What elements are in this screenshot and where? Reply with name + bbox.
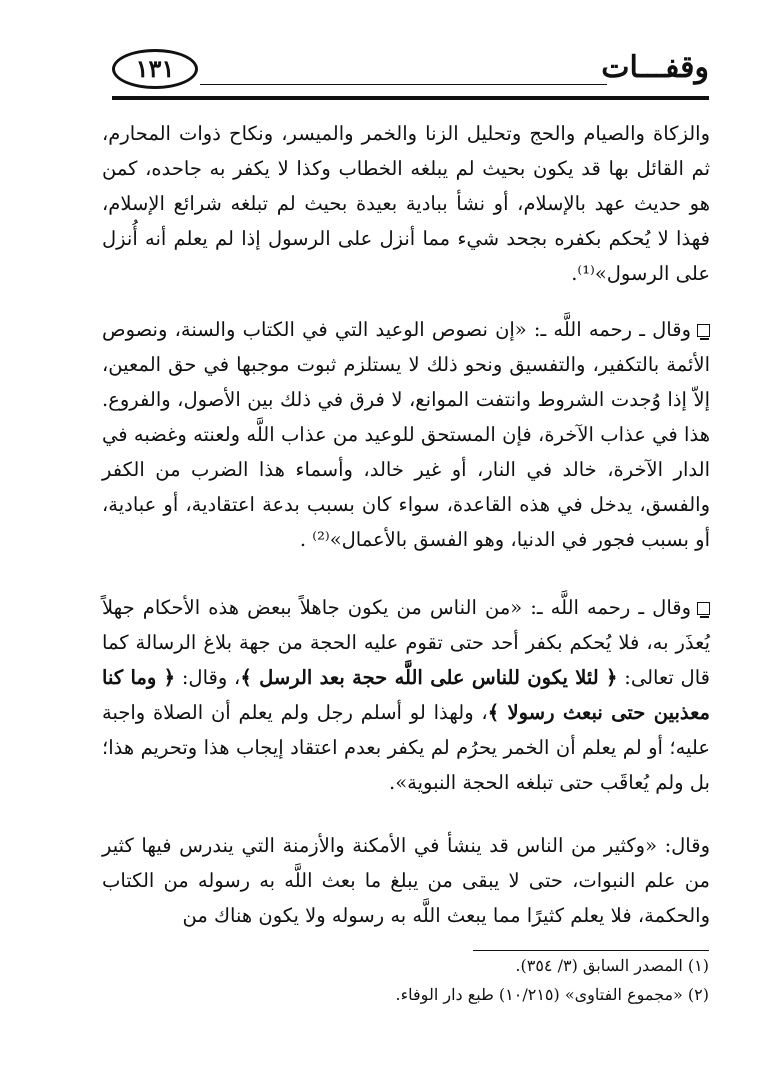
footnote-2: (٢) «مجموع الفتاوى» (١٠/٢١٥) طبع دار الوفاء. [395, 985, 709, 1004]
paragraph-3-text-a: وقال ـ رحمه اللَّه ـ: «من الناس من يكون جاهلاً ببعض هذه الأحكام جهلاً يُعذَر به، فلا يُحكم بكفر أحد حتى تقوم عليه الحجة من جهة بلاغ الرسالة كما قال تعالى: [102, 596, 710, 689]
running-header-title: وقفـــات [601, 50, 709, 85]
paragraph-3 [102, 590, 710, 800]
footnote-1: (١) المصدر السابق (٣/ ٣٥٤). [515, 956, 709, 975]
square-bullet-icon [697, 324, 710, 337]
page-number-badge [112, 49, 198, 89]
paragraph-3-text-c: ، ولهذا لو أسلم رجل ولم يعلم أن الصلاة واجبة عليه؛ أو لم يعلم أن الخمر يحرُم لم يكفر بعدم اعتقاد إيجاب هذا وتحريم هذا؛ بل ولم يُعاقَب حتى تبلغه الحجة النبوية». [102, 701, 710, 794]
paragraph-3-text-b: ، وقال: [175, 666, 241, 689]
paragraph-2 [102, 312, 710, 557]
quran-verse-2: ﴿ وما كنا معذبين حتى نبعث رسولا ﴾ [102, 666, 710, 724]
header-thin-rule [200, 84, 607, 85]
paragraph-2-text: وقال ـ رحمه اللَّه ـ: «إن نصوص الوعيد التي في الكتاب والسنة، ونصوص الأئمة بالتكفير، والتفسيق ونحو ذلك لا يستلزم ثبوت موجبها في حق المعين، إلاّ إذا وُجدت الشروط وانتفت الموانع، لا فرق في ذلك بين الأصول، والفروع. هذا في عذاب الآخرة، فإن المستحق للوعيد من عذاب اللَّه ولعنته وغضبه في الدار الآخرة، خالد في النار، أو غير خالد، وأسماء هذا الضرب من الكفر والفسق، يدخل في هذه القاعدة، سواء كان بسبب بدعة اعتقادية، أو عبادية، أو بسبب فجور في الدنيا، وهو الفسق بالأعمال»⁽²⁾ . [102, 318, 710, 551]
page-number: ١٣١ [135, 54, 175, 83]
footnote-separator [473, 950, 709, 951]
square-bullet-icon [697, 602, 710, 615]
paragraph-4-text: وقال: «وكثير من الناس قد ينشأ في الأمكنة والأزمنة التي يندرس فيها كثير من علم النبوات، حتى لا يبقى من يبلغ ما بعث اللَّه به رسوله من الكتاب والحكمة، فلا يعلم كثيرًا مما يبعث اللَّه به رسوله ولا يكون هناك من [102, 834, 710, 927]
paragraph-1 [102, 116, 710, 291]
header-rule [112, 96, 709, 100]
paragraph-4 [102, 828, 710, 933]
paragraph-1-text: والزكاة والصيام والحج وتحليل الزنا والخمر والميسر، ونكاح ذوات المحارم، ثم القائل بها قد يكون بحيث لم يبلغه الخطاب وكذا لا يكفر به جاحده، كمن هو حديث عهد بالإسلام، أو نشأ ببادية بعيدة بحيث لم تبلغه شرائع الإسلام، فهذا لا يُحكم بكفره بجحد شيء مما أنزل على الرسول إذا لم يعلم أنه أُنزل على الرسول»⁽¹⁾. [102, 122, 710, 285]
quran-verse-1: ﴿ لئلا يكون للناس على اللَّه حجة بعد الرسل ﴾ [240, 666, 618, 689]
